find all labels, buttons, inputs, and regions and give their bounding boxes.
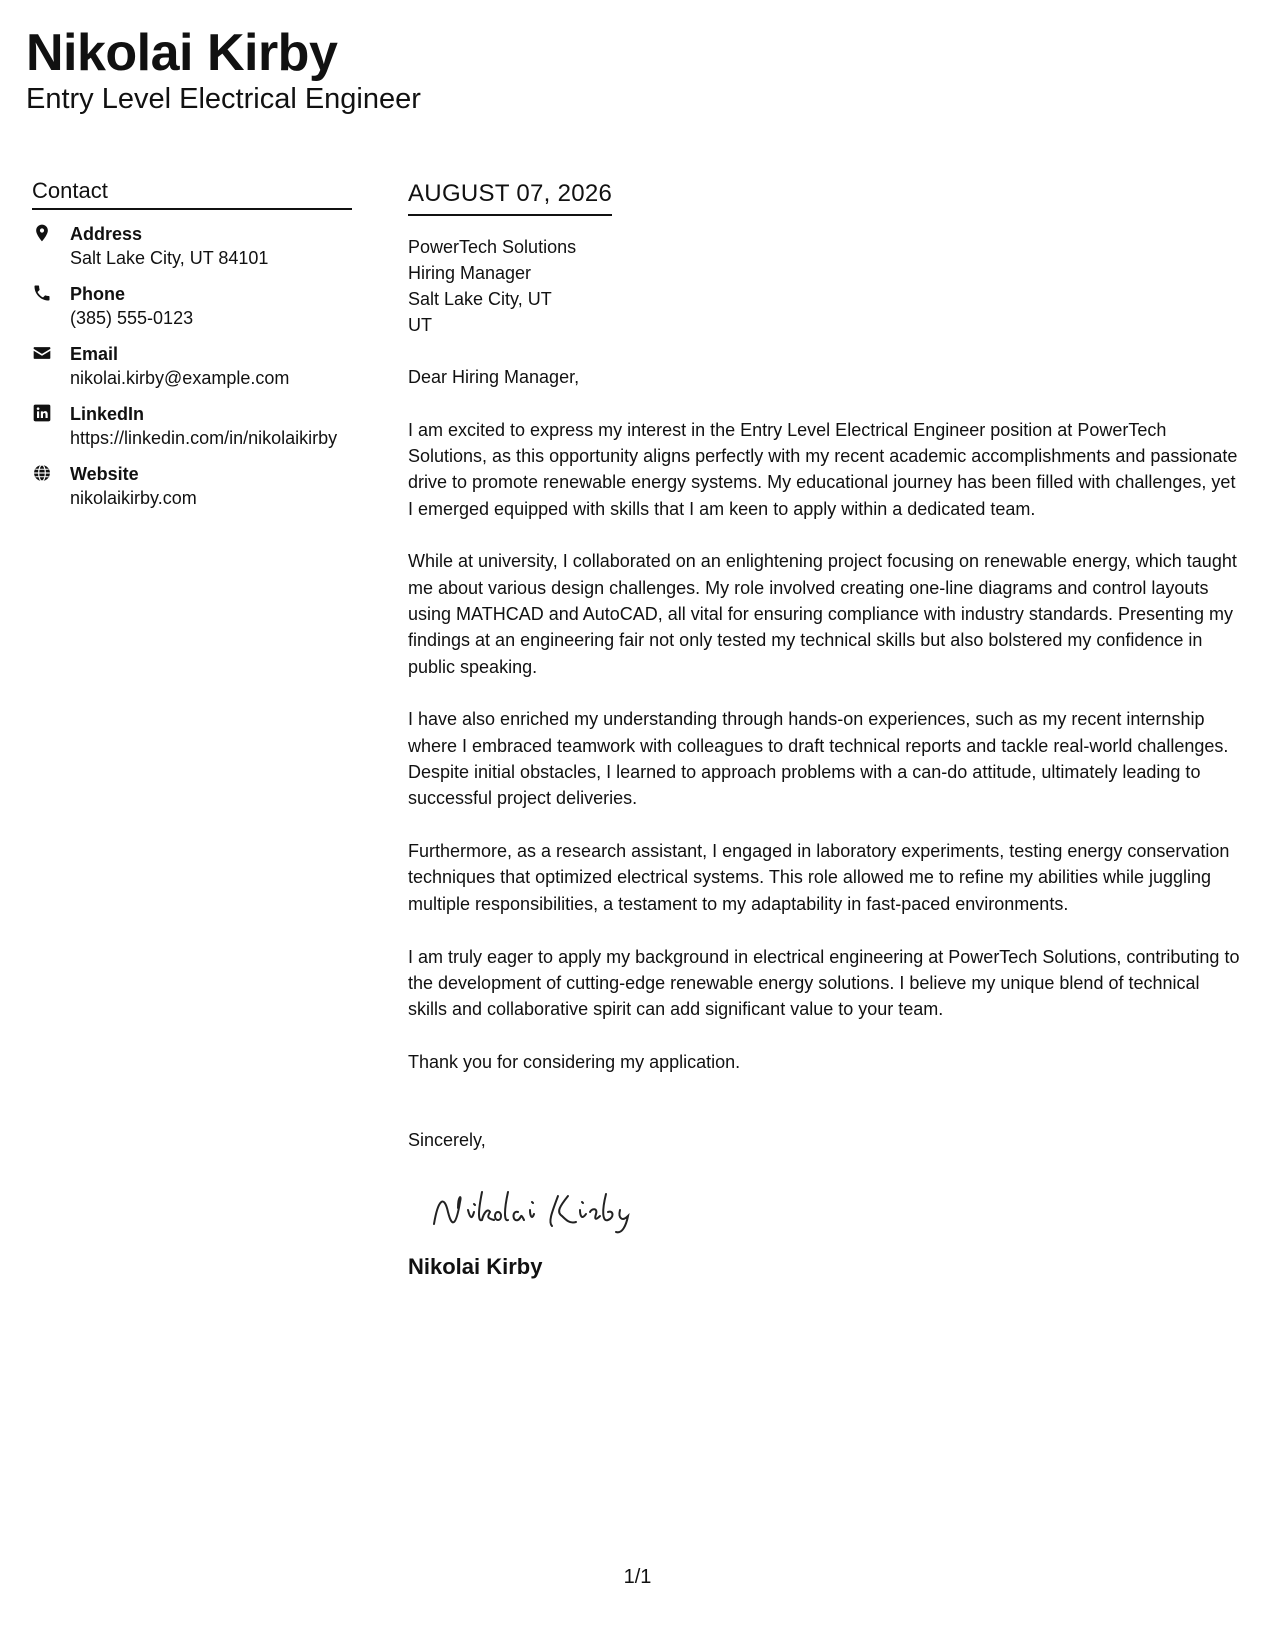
handwritten-signature	[428, 1182, 1240, 1242]
contact-label: Phone	[70, 284, 126, 304]
contact-label: Address	[70, 224, 143, 244]
recipient-block	[408, 234, 1240, 338]
page-number: 1/1	[623, 1566, 652, 1588]
recipient-city: Salt Lake City, UT	[408, 289, 552, 309]
recipient-state: UT	[408, 315, 432, 335]
phone-value: (385) 555-0123	[70, 308, 194, 328]
resume-header	[26, 24, 421, 116]
letter-paragraph: I am truly eager to apply my background in electrical engineering at PowerTech Solutions, contributing to the development of cutting-edge renewable energy solutions. I believe my unique blend of technical skills and collaborative spirit can add significant value to your team.	[408, 946, 1240, 1020]
address-value: Salt Lake City, UT 84101	[70, 248, 269, 268]
contact-label: Email	[70, 344, 119, 364]
email-value[interactable]: nikolai.kirby@example.com	[70, 368, 290, 388]
website-value[interactable]: nikolaikirby.com	[70, 488, 197, 508]
contact-item-address	[32, 222, 352, 270]
linkedin-icon	[32, 403, 54, 425]
letter-paragraph: I have also enriched my understanding through hands-on experiences, such as my recent internship where I embraced teamwork with colleagues to draft technical reports and tackle real-world challenges. Despite initial obstacles, I learned to approach problems with a can-do attitude, ultimately leading to successful project deliveries.	[408, 709, 1229, 809]
letter-paragraph: I am excited to express my interest in the Entry Level Electrical Engineer position at PowerTech Solutions, as this opportunity aligns perfectly with my recent academic accomplishments and passionate drive to promote renewable energy systems. My educational journey has been filled with challenges, yet I emerged equipped with skills that I am keen to apply within a dedicated team.	[408, 419, 1238, 519]
contact-item-phone	[32, 282, 352, 330]
applicant-name: Nikolai Kirby	[26, 24, 338, 82]
salutation: Dear Hiring Manager,	[408, 367, 580, 387]
contact-item-email	[32, 342, 352, 390]
recipient-title: Hiring Manager	[408, 263, 532, 283]
job-title: Entry Level Electrical Engineer	[26, 83, 421, 115]
map-pin-icon	[32, 223, 54, 245]
contact-item-website	[32, 462, 352, 510]
contact-item-linkedin	[32, 402, 352, 450]
recipient-company: PowerTech Solutions	[408, 237, 577, 257]
letter-paragraph: Furthermore, as a research assistant, I engaged in laboratory experiments, testing energy conservation techniques that optimized electrical systems. This role allowed me to refine my abilities while juggling multiple responsibilities, a testament to my adaptability in fast-paced environments.	[408, 841, 1230, 914]
letter-date: AUGUST 07, 2026	[408, 178, 612, 216]
closing: Sincerely,	[408, 1130, 486, 1151]
signer-name: Nikolai Kirby	[408, 1253, 543, 1279]
contact-section-title: Contact	[32, 177, 352, 210]
phone-icon	[32, 283, 54, 305]
envelope-icon	[32, 343, 54, 365]
contact-label: Website	[70, 464, 139, 484]
letter-paragraph: While at university, I collaborated on an enlightening project focusing on renewable energy, which taught me about various design challenges. My role involved creating one-line diagrams and control layouts using MATHCAD and AutoCAD, all vital for ensuring compliance with industry standards. Presenting my findings at an engineering fair not only tested my technical skills but also bolstered my confidence in public speaking.	[408, 551, 1237, 677]
letter-paragraph: Thank you for considering my application.	[408, 1051, 741, 1072]
contact-label: LinkedIn	[70, 404, 145, 424]
linkedin-value[interactable]: https://linkedin.com/in/nikolaikirby	[70, 428, 338, 448]
cover-letter-body	[408, 178, 1240, 1280]
contact-sidebar	[32, 177, 352, 522]
globe-icon	[32, 463, 54, 485]
